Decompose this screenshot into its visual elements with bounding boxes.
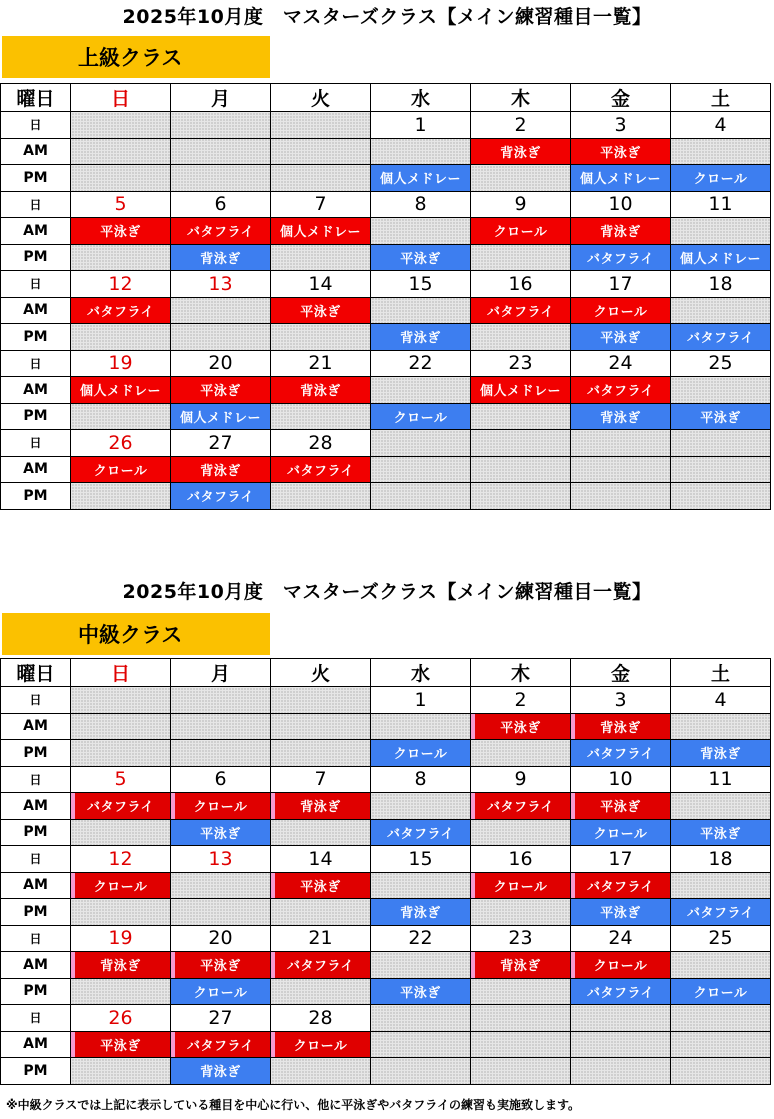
pm-row: [1, 978, 771, 1005]
empty-cell: [71, 899, 171, 926]
pm-event-cell: 個人メドレー: [671, 244, 771, 271]
pm-event-cell: 個人メドレー: [371, 165, 471, 192]
empty-cell: [671, 138, 771, 165]
empty-cell: [571, 1058, 671, 1085]
schedule-table-advanced: [0, 83, 771, 510]
empty-cell: [471, 1005, 571, 1032]
row-label-day: 日: [1, 430, 71, 457]
am-event-cell: バタフライ: [271, 456, 371, 483]
empty-cell: [71, 112, 171, 139]
empty-cell: [71, 740, 171, 767]
empty-cell: [671, 297, 771, 324]
am-event-cell: 平泳ぎ: [71, 218, 171, 245]
empty-cell: [671, 430, 771, 457]
date-row: [1, 846, 771, 873]
row-label-day: 日: [1, 1005, 71, 1032]
date-cell: 14: [271, 846, 371, 873]
empty-cell: [571, 1031, 671, 1058]
pm-row: [1, 324, 771, 351]
weekday-header-row: [1, 84, 771, 112]
pm-event-cell: 平泳ぎ: [371, 978, 471, 1005]
empty-cell: [271, 244, 371, 271]
pm-event-cell: クロール: [171, 978, 271, 1005]
pm-event-cell: バタフライ: [571, 740, 671, 767]
am-event-cell: 個人メドレー: [471, 377, 571, 404]
am-event-cell: バタフライ: [471, 297, 571, 324]
empty-cell: [71, 483, 171, 510]
pm-event-cell: 背泳ぎ: [371, 324, 471, 351]
date-cell: 13: [171, 271, 271, 298]
weekday-header: 日: [71, 84, 171, 112]
date-cell: 18: [671, 846, 771, 873]
date-cell: 7: [271, 766, 371, 793]
empty-cell: [271, 687, 371, 714]
empty-cell: [671, 713, 771, 740]
empty-cell: [371, 456, 471, 483]
empty-cell: [571, 430, 671, 457]
pm-event-cell: 背泳ぎ: [371, 899, 471, 926]
date-cell: 25: [671, 350, 771, 377]
am-row: [1, 872, 771, 899]
date-row: [1, 271, 771, 298]
weekday-header: 水: [371, 659, 471, 687]
pm-event-cell: クロール: [671, 165, 771, 192]
empty-cell: [471, 403, 571, 430]
am-event-cell: クロール: [471, 872, 571, 899]
am-event-cell: クロール: [271, 1031, 371, 1058]
am-event-cell: 平泳ぎ: [171, 377, 271, 404]
empty-cell: [471, 165, 571, 192]
empty-cell: [471, 978, 571, 1005]
schedule-section-advanced: [0, 0, 774, 515]
weekday-header: 金: [571, 84, 671, 112]
date-cell: 26: [71, 430, 171, 457]
row-label-pm: PM: [1, 740, 71, 767]
date-cell: 4: [671, 687, 771, 714]
row-label-day: 日: [1, 687, 71, 714]
empty-cell: [171, 165, 271, 192]
pm-event-cell: 平泳ぎ: [571, 899, 671, 926]
empty-cell: [271, 403, 371, 430]
empty-cell: [371, 138, 471, 165]
empty-cell: [71, 403, 171, 430]
pm-event-cell: 平泳ぎ: [671, 819, 771, 846]
row-label-day: 日: [1, 925, 71, 952]
row-label-am: AM: [1, 456, 71, 483]
am-event-cell: 平泳ぎ: [571, 793, 671, 820]
am-event-cell: バタフライ: [571, 872, 671, 899]
weekday-corner: 曜日: [1, 659, 71, 687]
footnote: ※中級クラスでは上記に表示している種目を中心に行い、他に平泳ぎやバタフライの練習も実施致します。: [6, 1098, 580, 1112]
row-label-am: AM: [1, 297, 71, 324]
empty-cell: [271, 112, 371, 139]
empty-cell: [471, 899, 571, 926]
date-cell: 17: [571, 846, 671, 873]
date-cell: 8: [371, 191, 471, 218]
schedule-table-intermediate: [0, 658, 771, 1085]
date-row: [1, 925, 771, 952]
weekday-header: 土: [671, 659, 771, 687]
am-event-cell: バタフライ: [71, 297, 171, 324]
am-event-cell: クロール: [171, 793, 271, 820]
empty-cell: [271, 483, 371, 510]
empty-cell: [671, 456, 771, 483]
weekday-header: 水: [371, 84, 471, 112]
date-cell: 13: [171, 846, 271, 873]
empty-cell: [271, 819, 371, 846]
pm-event-cell: 平泳ぎ: [171, 819, 271, 846]
class-label-advanced: 上級クラス: [2, 36, 270, 78]
date-cell: 19: [71, 350, 171, 377]
empty-cell: [571, 456, 671, 483]
row-label-am: AM: [1, 377, 71, 404]
empty-cell: [471, 430, 571, 457]
am-event-cell: 背泳ぎ: [471, 138, 571, 165]
pm-event-cell: 個人メドレー: [571, 165, 671, 192]
weekday-header: 火: [271, 659, 371, 687]
empty-cell: [271, 978, 371, 1005]
empty-cell: [371, 872, 471, 899]
date-cell: 12: [71, 846, 171, 873]
date-cell: 27: [171, 1005, 271, 1032]
empty-cell: [671, 218, 771, 245]
row-label-am: AM: [1, 713, 71, 740]
date-cell: 19: [71, 925, 171, 952]
date-cell: 2: [471, 687, 571, 714]
am-event-cell: バタフライ: [571, 377, 671, 404]
empty-cell: [271, 713, 371, 740]
date-cell: 23: [471, 925, 571, 952]
date-cell: 24: [571, 350, 671, 377]
am-event-cell: 平泳ぎ: [571, 138, 671, 165]
date-cell: 27: [171, 430, 271, 457]
am-row: [1, 218, 771, 245]
empty-cell: [571, 1005, 671, 1032]
am-event-cell: クロール: [71, 456, 171, 483]
am-row: [1, 377, 771, 404]
row-label-am: AM: [1, 872, 71, 899]
pm-event-cell: 平泳ぎ: [671, 403, 771, 430]
date-cell: 11: [671, 766, 771, 793]
row-label-day: 日: [1, 766, 71, 793]
date-cell: 9: [471, 766, 571, 793]
row-label-pm: PM: [1, 1058, 71, 1085]
date-cell: 6: [171, 191, 271, 218]
pm-row: [1, 403, 771, 430]
pm-event-cell: 平泳ぎ: [371, 244, 471, 271]
date-row: [1, 1005, 771, 1032]
am-row: [1, 138, 771, 165]
empty-cell: [471, 483, 571, 510]
empty-cell: [71, 978, 171, 1005]
date-row: [1, 766, 771, 793]
empty-cell: [271, 138, 371, 165]
empty-cell: [371, 1058, 471, 1085]
date-cell: 10: [571, 766, 671, 793]
empty-cell: [671, 793, 771, 820]
empty-cell: [271, 1058, 371, 1085]
date-cell: 21: [271, 350, 371, 377]
row-label-day: 日: [1, 191, 71, 218]
pm-event-cell: クロール: [671, 978, 771, 1005]
row-label-day: 日: [1, 846, 71, 873]
row-label-pm: PM: [1, 244, 71, 271]
am-row: [1, 952, 771, 979]
empty-cell: [371, 1005, 471, 1032]
empty-cell: [171, 872, 271, 899]
empty-cell: [71, 819, 171, 846]
empty-cell: [571, 483, 671, 510]
row-label-am: AM: [1, 138, 71, 165]
am-event-cell: 平泳ぎ: [471, 713, 571, 740]
pm-row: [1, 819, 771, 846]
am-event-cell: 平泳ぎ: [271, 872, 371, 899]
empty-cell: [471, 1031, 571, 1058]
date-cell: 3: [571, 112, 671, 139]
pm-event-cell: バタフライ: [671, 324, 771, 351]
empty-cell: [471, 819, 571, 846]
date-cell: 5: [71, 191, 171, 218]
empty-cell: [71, 244, 171, 271]
am-event-cell: 背泳ぎ: [71, 952, 171, 979]
am-row: [1, 456, 771, 483]
empty-cell: [371, 483, 471, 510]
am-event-cell: バタフライ: [271, 952, 371, 979]
weekday-header: 月: [171, 84, 271, 112]
pm-row: [1, 740, 771, 767]
pm-row: [1, 165, 771, 192]
date-cell: 22: [371, 925, 471, 952]
empty-cell: [271, 740, 371, 767]
date-row: [1, 430, 771, 457]
weekday-header: 木: [471, 84, 571, 112]
pm-event-cell: バタフライ: [671, 899, 771, 926]
pm-event-cell: 背泳ぎ: [171, 244, 271, 271]
empty-cell: [171, 687, 271, 714]
am-row: [1, 1031, 771, 1058]
date-cell: 14: [271, 271, 371, 298]
weekday-header-row: [1, 659, 771, 687]
am-event-cell: クロール: [71, 872, 171, 899]
empty-cell: [71, 138, 171, 165]
empty-cell: [371, 218, 471, 245]
empty-cell: [371, 713, 471, 740]
empty-cell: [171, 138, 271, 165]
date-cell: 10: [571, 191, 671, 218]
empty-cell: [371, 377, 471, 404]
row-label-am: AM: [1, 793, 71, 820]
am-event-cell: 背泳ぎ: [571, 218, 671, 245]
row-label-day: 日: [1, 350, 71, 377]
weekday-corner: 曜日: [1, 84, 71, 112]
empty-cell: [471, 456, 571, 483]
date-cell: 26: [71, 1005, 171, 1032]
pm-event-cell: 平泳ぎ: [571, 324, 671, 351]
am-row: [1, 297, 771, 324]
am-event-cell: 平泳ぎ: [171, 952, 271, 979]
pm-event-cell: バタフライ: [571, 244, 671, 271]
empty-cell: [171, 297, 271, 324]
date-cell: 24: [571, 925, 671, 952]
weekday-header: 木: [471, 659, 571, 687]
empty-cell: [671, 483, 771, 510]
date-cell: 6: [171, 766, 271, 793]
row-label-pm: PM: [1, 403, 71, 430]
date-cell: 25: [671, 925, 771, 952]
date-cell: 17: [571, 271, 671, 298]
empty-cell: [71, 324, 171, 351]
empty-cell: [271, 899, 371, 926]
empty-cell: [271, 324, 371, 351]
row-label-pm: PM: [1, 899, 71, 926]
am-row: [1, 713, 771, 740]
row-label-pm: PM: [1, 165, 71, 192]
am-row: [1, 793, 771, 820]
empty-cell: [171, 899, 271, 926]
pm-row: [1, 899, 771, 926]
date-cell: 16: [471, 846, 571, 873]
pm-row: [1, 1058, 771, 1085]
empty-cell: [171, 713, 271, 740]
page-title: 2025年10月度 マスターズクラス【メイン練習種目一覧】: [122, 581, 652, 603]
am-event-cell: バタフライ: [171, 1031, 271, 1058]
date-cell: 1: [371, 112, 471, 139]
row-label-pm: PM: [1, 483, 71, 510]
am-event-cell: 背泳ぎ: [571, 713, 671, 740]
date-cell: 12: [71, 271, 171, 298]
pm-event-cell: クロール: [371, 740, 471, 767]
date-cell: 4: [671, 112, 771, 139]
schedule-section-intermediate: [0, 575, 774, 1095]
date-row: [1, 350, 771, 377]
empty-cell: [671, 952, 771, 979]
pm-event-cell: 背泳ぎ: [171, 1058, 271, 1085]
date-cell: 7: [271, 191, 371, 218]
empty-cell: [71, 687, 171, 714]
empty-cell: [71, 713, 171, 740]
row-label-am: AM: [1, 1031, 71, 1058]
pm-event-cell: クロール: [371, 403, 471, 430]
date-cell: 11: [671, 191, 771, 218]
pm-event-cell: バタフライ: [571, 978, 671, 1005]
pm-event-cell: 個人メドレー: [171, 403, 271, 430]
am-event-cell: 背泳ぎ: [271, 793, 371, 820]
empty-cell: [671, 1058, 771, 1085]
empty-cell: [171, 740, 271, 767]
am-event-cell: 背泳ぎ: [171, 456, 271, 483]
pm-event-cell: 背泳ぎ: [671, 740, 771, 767]
date-cell: 3: [571, 687, 671, 714]
empty-cell: [471, 740, 571, 767]
pm-row: [1, 244, 771, 271]
date-cell: 1: [371, 687, 471, 714]
empty-cell: [71, 1058, 171, 1085]
date-cell: 9: [471, 191, 571, 218]
am-event-cell: バタフライ: [71, 793, 171, 820]
date-row: [1, 112, 771, 139]
date-cell: 5: [71, 766, 171, 793]
date-row: [1, 687, 771, 714]
pm-event-cell: バタフライ: [171, 483, 271, 510]
date-cell: 2: [471, 112, 571, 139]
date-cell: 28: [271, 430, 371, 457]
am-event-cell: バタフライ: [471, 793, 571, 820]
empty-cell: [271, 165, 371, 192]
date-cell: 16: [471, 271, 571, 298]
date-cell: 23: [471, 350, 571, 377]
pm-event-cell: 背泳ぎ: [571, 403, 671, 430]
date-cell: 20: [171, 925, 271, 952]
am-event-cell: 平泳ぎ: [271, 297, 371, 324]
am-event-cell: クロール: [571, 297, 671, 324]
page-title: 2025年10月度 マスターズクラス【メイン練習種目一覧】: [122, 6, 652, 28]
date-cell: 15: [371, 271, 471, 298]
am-event-cell: クロール: [571, 952, 671, 979]
am-event-cell: 平泳ぎ: [71, 1031, 171, 1058]
empty-cell: [671, 1031, 771, 1058]
am-event-cell: 個人メドレー: [71, 377, 171, 404]
weekday-header: 金: [571, 659, 671, 687]
date-cell: 8: [371, 766, 471, 793]
am-event-cell: クロール: [471, 218, 571, 245]
weekday-header: 日: [71, 659, 171, 687]
row-label-am: AM: [1, 952, 71, 979]
am-event-cell: 個人メドレー: [271, 218, 371, 245]
date-cell: 18: [671, 271, 771, 298]
date-cell: 28: [271, 1005, 371, 1032]
date-row: [1, 191, 771, 218]
empty-cell: [471, 324, 571, 351]
empty-cell: [371, 793, 471, 820]
empty-cell: [171, 112, 271, 139]
date-cell: 15: [371, 846, 471, 873]
am-event-cell: 背泳ぎ: [471, 952, 571, 979]
empty-cell: [371, 1031, 471, 1058]
weekday-header: 月: [171, 659, 271, 687]
empty-cell: [71, 165, 171, 192]
empty-cell: [371, 297, 471, 324]
empty-cell: [671, 872, 771, 899]
date-cell: 20: [171, 350, 271, 377]
pm-event-cell: クロール: [571, 819, 671, 846]
date-cell: 21: [271, 925, 371, 952]
row-label-pm: PM: [1, 819, 71, 846]
pm-row: [1, 483, 771, 510]
row-label-day: 日: [1, 112, 71, 139]
weekday-header: 土: [671, 84, 771, 112]
row-label-day: 日: [1, 271, 71, 298]
pm-event-cell: バタフライ: [371, 819, 471, 846]
am-event-cell: バタフライ: [171, 218, 271, 245]
empty-cell: [671, 377, 771, 404]
empty-cell: [371, 952, 471, 979]
class-label-intermediate: 中級クラス: [2, 613, 270, 655]
date-cell: 22: [371, 350, 471, 377]
empty-cell: [471, 244, 571, 271]
empty-cell: [371, 430, 471, 457]
empty-cell: [671, 1005, 771, 1032]
weekday-header: 火: [271, 84, 371, 112]
row-label-pm: PM: [1, 324, 71, 351]
empty-cell: [471, 1058, 571, 1085]
row-label-am: AM: [1, 218, 71, 245]
row-label-pm: PM: [1, 978, 71, 1005]
am-event-cell: 背泳ぎ: [271, 377, 371, 404]
empty-cell: [171, 324, 271, 351]
